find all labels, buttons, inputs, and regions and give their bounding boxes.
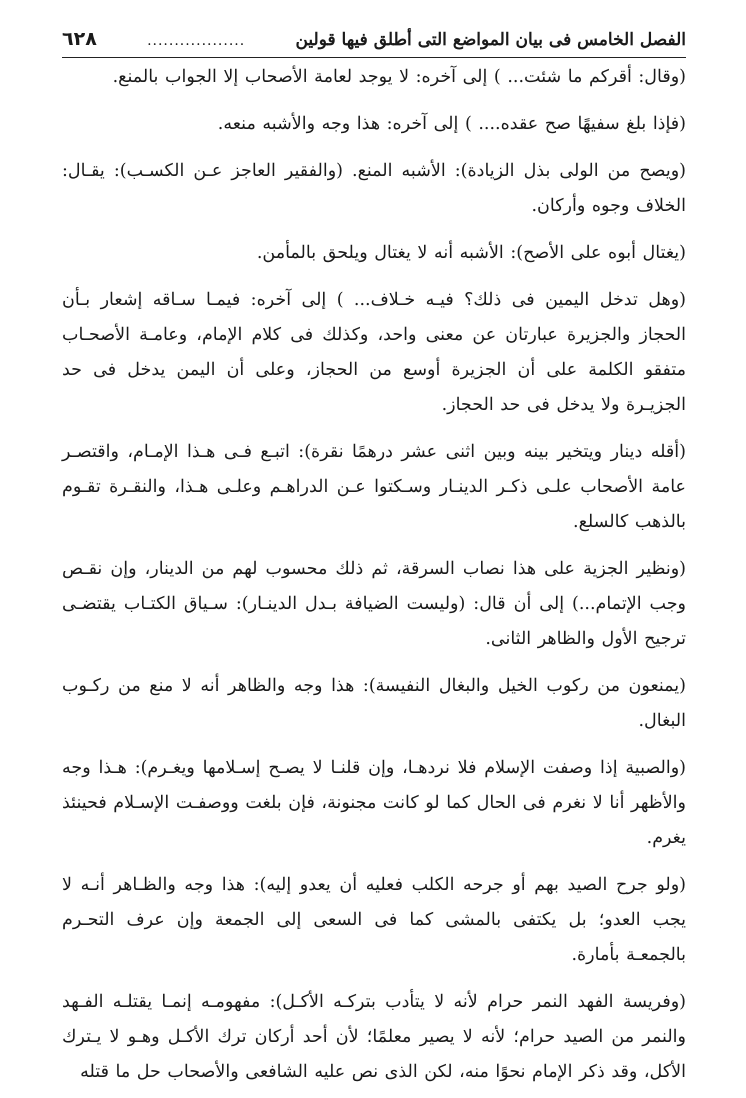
header-leader-dots: .................. — [147, 33, 246, 49]
paragraph: (وقال: أقركم ما شئت... ) إلى آخره: لا يوجد لعامة الأصحاب إلا الجواب بالمنع. — [112, 67, 686, 87]
paragraph: (ونظير الجزية على هذا نصاب السرقة، ثم ذلك محسوب لهم من الدينار، وإن نقـص وجب الإتمام...) إلى أن قال: (وليست الضيافة بـدل الدينـار): سـياق الكتـاب يقتضـى ترجيح الأول والظاهر الثانى. — [62, 559, 686, 649]
paragraph: (ولو جرح الصيد بهم أو جرحه الكلب فعليه أن يعدو إليه): هذا وجه والظـاهر أنـه لا يجب العدو؛ بل يكتفى بالمشى كما فى السعى إلى الجمعة وإن عرف التحـرم بالجمعـة بأمارة. — [62, 875, 686, 965]
page-body — [62, 58, 686, 1090]
paragraph: (يمنعون من ركوب الخيل والبغال النفيسة): هذا وجه والظاهر أنه لا منع من ركـوب البغال. — [62, 676, 686, 731]
paragraph: (أقله دينار ويتخير بينه وبين اثنى عشر درهمًا نقرة): اتبـع فـى هـذا الإمـام، واقتصـر عامة الأصحاب علـى ذكـر الدينـار وسـكتوا عـن الدراهـم وعلـى هـذا، والنقـرة تقـوم بالذهب كالسلع. — [62, 442, 686, 532]
paragraph: (ويصح من الولى بذل الزيادة): الأشبه المنع. (والفقير العاجز عـن الكسـب): يقـال: الخلاف وجوه وأركان. — [62, 161, 686, 216]
page-number: ٦٢٨ — [62, 28, 97, 50]
paragraph: (والصبية إذا وصفت الإسلام فلا نردهـا، وإن قلنـا لا يصـح إسـلامها ويغـرم): هـذا وجه والأظهر أنا لا نغرم فى الحال كما لو كانت مجنونة، فإن بلغت ووصفـت الإسـلام فحينئذ يغرم. — [62, 758, 686, 848]
book-page — [62, 28, 686, 1090]
running-title: الفصل الخامس فى بيان المواضع التى أطلق فيها قولين — [295, 30, 686, 50]
paragraph: (فإذا بلغ سفيهًا صح عقده.... ) إلى آخره: هذا وجه والأشبه منعه. — [217, 114, 686, 134]
paragraph: (وفريسة الفهد النمر حرام لأنه لا يتأدب بتركـه الأكـل): مفهومـه إنمـا يقتلـه الفـهد والنمر من الصيد حرام؛ لأنه لا يصير معلمًا؛ لأن أحد أركان ترك الأكـل وهـو لا يـترك الأكل، وقد ذكر الإمام نحوًا منه، لكن الذى نص عليه الشافعى والأصحاب حل ما قتله — [62, 992, 686, 1082]
running-header — [62, 28, 686, 58]
paragraph: (يغتال أبوه على الأصح): الأشبه أنه لا يغتال ويلحق بالمأمن. — [256, 243, 686, 263]
paragraph: (وهل تدخل اليمين فى ذلك؟ فيـه خـلاف... ) إلى آخره: فيمـا سـاقه إشعار بـأن الحجاز والجزيرة عبارتان عن معنى واحد، وكذلك فى كلام الإمام، وعامـة الأصحـاب متفقو الكلمة على أن الجزيرة أوسع من الحجاز، وعلى أن اليمن يدخل فى حد الجزيـرة ولا يدخل فى حد الحجاز. — [62, 290, 686, 415]
